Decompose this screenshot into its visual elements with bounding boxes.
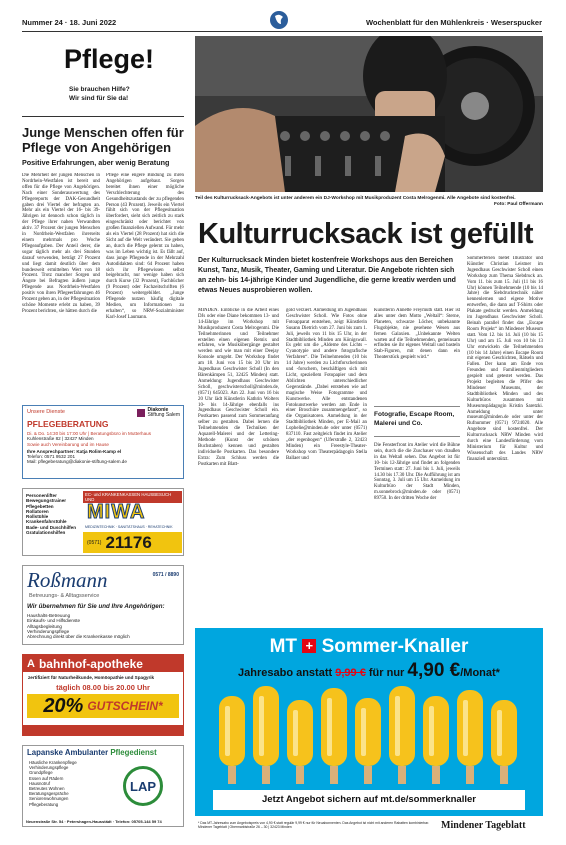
pflege-section (22, 40, 184, 110)
diakonie-line6: Mail: pflegeberatung@diakonie-stiftung-salem.de (27, 459, 127, 465)
apotheke-gutschein: GUTSCHEIN* (87, 699, 163, 713)
lap-items (29, 760, 77, 807)
diakonie-line3: Sowie auch Vereinbarung und im Hause (27, 441, 109, 447)
rossmann-item: Einkaufs- und Hilfsdienste (27, 618, 81, 624)
page-header (22, 10, 542, 32)
lap-item: Verhinderungspflege (29, 765, 69, 771)
article-headline (22, 125, 184, 155)
kulturrucksack-body (198, 308, 460, 618)
mt-plus-icon: + (302, 639, 316, 653)
ad-diakonie (22, 405, 184, 479)
ad-rossmann (22, 565, 184, 645)
mt-price: 4,90 € (407, 660, 461, 681)
apotheke-voucher (27, 694, 179, 718)
article-pflege (22, 116, 184, 396)
kultur-caption: Fotografie, Escape Room, Malerei und Co. (374, 406, 460, 428)
rossmann-brand: Roßmann (27, 568, 108, 592)
kultur-column-3b: Die Fensterfront im Atelier wird die Bühne sein, durch die die Zuschauer von draußen in das Weltall sehen. Das Angebot ist für 10- bis 12-Jährige und findet an folgenden Terminen statt: 27. Juni bis 1. Juli, jeweils 14.30 bis 17.30 Uhr. Die Aufführung ist am Sonntag, 3. Juli um 15 Uhr. Anmeldung im Kulturbüro der Stadt Minden, m.sonnebrock@minden.de oder (0571) 89750. In der dritten Woche der (374, 436, 460, 618)
lap-item: Grundpflege (29, 770, 53, 776)
miwa-item: Krankenfahrstühle (26, 519, 67, 525)
mt-fineprint: * Das MT-Jahresabo zum Angebotspreis von 4,90 € statt regulär 9,99 € nur für Neuabonnenten. Das Angebot ist nicht mit anderen Rabatten kombinierbar. Mindener Tageblatt | Obermarktstraße 26 – 30 | 32423 Minden (198, 820, 430, 829)
rossmann-sub: Betreuungs- & Alltagsservice (29, 593, 100, 599)
rossmann-item: Abrechnung direkt über die Krankenkasse möglich (27, 634, 130, 640)
kultur-column-2: gold verziert. Anmeldung im Jugendhaus Geschwister Scholl. Wie Fotos ohne Fotoapparat entstehen, zeigt Künstlerin Susann Dietrich vom 27. Juni bis zum 1. Juli, jeweils von 11 bis 15 Uhr, in der Stadtbibliothek Minden am Königswall. Es geht um die „Aldeme des Lichts – Cyanotypie und andere fotografische Verfahren“. Die Teilnehmenden (10 bis 14 Jahre) werden zu Lichtforscherinnen und -forschern, beschäftigen sich mit Licht, speziellem Fotopapier und dem Ablichten unterschiedlicher Gegenstände. „Dabei entstehen wie auf magische Weise Fotogramme und Kunstwerke. Alle entstandenen Fotokunstwerke werden am Ende in einer Broschüre zusammengefasst“, so die Organisatoren. Anmeldung in der Stadtbibliothek Minden, per E-Mail an Lophelie@minden.de oder unter (0571) 837110. Fast zeitgleich findet im Atelier „der regenbogen“ (Uferstraße 2, 32423 Minden) ein Freestyle-Theater-Workshop vom Theaterpädagogin Stella Ballaer und (286, 308, 367, 461)
miwa-item: Bade- und Duschhilfen (26, 524, 77, 530)
paper-name: Wochenblatt für den Mühlenkreis · Weserspucker (365, 18, 542, 27)
kulturrucksack-headline: Kulturrucksack ist gefüllt (198, 218, 534, 250)
apotheke-pct: 20% (43, 694, 84, 717)
ad-mt-sommer (195, 628, 543, 834)
pflege-sub2: Wir sind für Sie da! (69, 95, 129, 102)
lap-title2: Pflegedienst (110, 748, 157, 757)
rossmann-items (27, 613, 130, 639)
pflege-sub1: Sie brauchen Hilfe? (69, 86, 130, 93)
apotheke-footer-bar (23, 725, 183, 735)
lap-item: Pflegeberatung (29, 801, 59, 807)
diakonie-top: Unsere Dienste (27, 409, 65, 415)
mt-logo: Mindener Tageblatt (441, 819, 526, 831)
lap-item: Betreutes Wohnen (29, 786, 65, 792)
apotheke-a-icon: A (27, 657, 35, 670)
lap-item: Häusliche Krankenpflege (29, 760, 77, 765)
ad-miwa (22, 488, 184, 556)
lap-logo (123, 766, 163, 806)
miwa-phone: 21176 (105, 532, 152, 552)
diakonie-logo-name: Diakonie (147, 407, 169, 413)
photo-credit: Foto: Paul Offermann (493, 201, 543, 207)
diakonie-logo-sub: Stiftung Salem (147, 412, 180, 418)
apotheke-sub: zertifiziert für Naturheilkunde, Homöopathie und Spagyrik (28, 675, 155, 680)
dj-photo (195, 36, 543, 192)
mt-title-row (195, 636, 543, 658)
lap-item: Seniorenwohnungen (29, 796, 69, 802)
lap-item: Hausnotruf (29, 780, 51, 786)
diakonie-title: PFLEGEBERATUNG (27, 419, 109, 429)
rossmann-item: Verhinderungspflege (27, 628, 70, 634)
mt-footer (195, 816, 543, 834)
diakonie-line2: Kuhlenstraße 82 | 32427 Minden (27, 436, 94, 442)
rossmann-phone: 0571 / 8890 (152, 572, 179, 578)
mt-line-pre: Jahresabo anstatt (238, 667, 333, 679)
headline-line1: Junge Menschen offen für (22, 125, 184, 140)
lap-title (27, 748, 157, 757)
miwa-item: Bewegungstrainer (26, 498, 67, 504)
miwa-brand: MIWA (87, 501, 146, 523)
lap-logo-text: LAP (130, 778, 156, 794)
miwa-banner: EC- und KRANKENKASSEN HAUSBESUCH UND (83, 491, 182, 503)
mt-brand: MT (269, 636, 298, 657)
diakonie-line4: Ihre Ansprechpartner: Katja Rolim-Kamp el (27, 448, 122, 454)
mt-old-price: 9,99 € (335, 667, 366, 679)
miwa-item: Pflegebetten (26, 503, 54, 509)
article-column-2: Pflege eine engere Bindung zu ihren Angehörigen aufgebaut. Sorgen bereitet ihnen einer mögliche Verschlechterung des Gesundheitszustands der zu pflegenden Person (43 Prozent). Jeweils ein Viertel fühlt sich von der Pflegesituation überfordert, sieht sich zeitlich zu stark eingeschränkt oder berichtet von großen finanziellen Aufwand. Für mehr als ein Viertel (28 Prozent) hat sich die Sicht auf die Welt verändert. Sie geben an, durch die Pflege gelernt zu haben, was im Leben wichtig ist. Es fällt auf, dass junge Pflegende in der Mehrzahl Autodidakten sind: 64 Prozent haben sich ihr Pflegewissen selbst beigebracht, nur wenige haben sich durch Kurse (32 Prozent), Fachbücher (9 Prozent) oder Fachzeitschriften (6 Prozent) weitergebildet. „Junge Pflegende nutzen häufig digitale Medien, um Informationen zu erhalten“, so NRW-Sozialminister Karl-Josef Laumann. (106, 173, 184, 320)
apotheke-name: bahnhof-apotheke (38, 656, 143, 671)
apotheke-hours: täglich 08.00 bis 20.00 Uhr (56, 683, 150, 692)
article-column-1: Die Mehrheit der jungen Menschen in Nordrhein-Westfalen ist bereit und offen für die Pflege von Angehörigen. Nach einer Sonderauswertung des Pflegereports der DAK-Gesundheit gaben drei Viertel der befragten an. Mehr als ein Viertel der 16- bis 39-Jährigen ist dennoch schon täglich in der Pflege ihrer nahen Verwandten aktiv. 37 Prozent der jungen Menschen in Nordrhein-Westfalen ihrerseits einem mehrmals pro Woche Pflegeaufgaben. Der Anteil derer, die sogar täglich mehr als drei Stunden darauf verwenden, beträgt 27 Prozent und liegt damit deutlich über dem bundesweit ermittelten Wert von 18 Prozent. Trotz mancher Sorgen und Ängste bei Befragten äußern junge Pflegende aus Nordrhein-Westfalen positiv von ihren Pflegeerfahrungen 46 Prozent geben an, in der Pflegesituation schöne Momente erlebt zu haben, 39 Prozent berichten, sie hätten durch die (22, 173, 100, 314)
rossmann-item: Alltagsbegleitung (27, 623, 62, 629)
diakonie-line5: Telefon: 0571 9532 201 (27, 454, 76, 460)
kulturrucksack-lead: Der Kulturrucksack Minden bietet kostenfreie Workshops aus den Bereichen Kunst, Tanz, Musik, Theater, Gaming und Literatur. Die Angebote richten sich an zehn- bis 14-jährige Kinder und Jugendliche, die gerne kreativ werden und etwas Neues ausprobieren wollen. (198, 257, 456, 294)
rossmann-headline: Wir übernehmen für Sie und Ihre Angehörigen: (27, 603, 165, 610)
miwa-item: Rollatoren (26, 508, 49, 514)
kultur-column-4: Sommerferien bietet Illustrator und Künstler Christian Leistner im Jugendhaus Geschwister Scholl einen Workshop zum Thema Siebdruck an. Vom 11. bis zum 15. Juli (11 bis 16 Uhr) können Teilnehmende (10 bis 14 Jahre) die Siebdrucktechnik näher kennenlernen und eigene Motive entwerfen, die dann auf T-Shirts oder Plakate gedruckt werden. Anmeldung im Jugendhaus Geschwister Scholl. Beinah parallel findet das „Escape Room Projekt“ im Mindener Museum statt. Vom 12. bis 14. Juli (10 bis 15 Uhr) und am 15. Juli von 10 bis 13 Uhr entwickeln die Teilnehmenden (10 bis 14 Jahre) einen Escape Room mit eigenen Geschichten, Rätseln und Fallen. Der kann am Ende von Freunden und Familienmitgliedern gespielt und getestet werden. Das Projekt begleiten die Pfifer des Mindener Museums, der Stadtbibliothek Minden und des Kulturbüros zusammen mit Museumspädagogin Kristin Saretzki. Anmeldung unter museum@minden.de oder unter der Rufnummer (0571) 9724020. Alle Angebote sind kostenfrei. Der Kulturrucksack NRW Minden wird durch eine Landesförderung vom Ministerium für Kultur und Wissenschaft des Landes NRW finanziell unterstützt. (467, 256, 543, 462)
mt-price-row (195, 660, 543, 682)
issue-date: Nummer 24 · 18. Juni 2022 (22, 18, 117, 27)
miwa-item: Gratulationshilfen (26, 530, 66, 536)
miwa-items (26, 493, 81, 535)
diakonie-info (27, 431, 181, 465)
mt-per: /Monat* (460, 667, 500, 679)
pflege-title: Pflege! (64, 44, 155, 74)
photo-caption-text: Teil des Kulturrucksack-Angebots ist unter anderem ein DJ-Workshop mit Musikproduzent Costa Melrogenmi. Alle Angebote sind kostenfrei. (195, 196, 516, 201)
mt-title: Sommer-Knaller (321, 636, 469, 657)
ad-bahnhof-apotheke (22, 654, 184, 736)
kultur-column-3: Künstlerin Annette Freymuth statt. Hier ist alles unter dem Motto „Weltall“: Sterne, Planeten, schwarze Löcher, unbekannte Flugobjekte, nie gesehene Wesen aus fernen Galaxien. „Unbekannte Welten warten auf die Teilnehmenden, gemeinsam erfinden sie ihr eigenes Weltall und basteln Stab-Figuren, mit denen dann ein Theaterstück gespielt wird.“ (374, 308, 460, 361)
miwa-phone-box (83, 532, 182, 553)
miwa-sub: MEDIZINTECHNIK · SANITÄTSHAUS · REHATECHNIK (85, 525, 173, 529)
kultur-column-1: MINDEN. Einblicke in die Arbeit eines DJs oder eine Diane bekommen 13- und 14-Jährige im Workshop mit Musikproduzent Costa Melrogenmi. Die Teilnehmerinnen und Teilnehmer erstellen einen eigenen Remix und erfahren, wie Musikübergänge gestaltet werden und wie man mit einer Deejay Konsole umgeht. Der Workshop findet am 18. Juni von 15 bis 20 Uhr im Jugendhaus Geschwister Scholl (In den Bärenkämpen 51, 32425 Minden) statt. Anmeldung: Jugendhaus Geschwister Scholl, geschwisterscholl@minden.de, (0571) 645023. Am 22. Juni von 16 bis 20 Uhr lädt Künstlerin Kathrin Wolters 10- bis 14-Jährige ebenfalls ins Jugendhaus Geschwister Scholl ein. Postkarten passend zum Sommeranfang selber zu gestalten. Dabei lernen die Teilnehmenden die Techniken der Aquarell-Malerei und der Lettering-Methode (Kunst der schönen Buchstaben) kennen und gestalten individuelle Postkarten. Das besondere Extra: Zum Schluss werden die Postkarten mit Blatt- (198, 308, 279, 467)
mt-line-mid: für nur (368, 667, 405, 679)
ad-lap (22, 745, 184, 827)
lap-footer: Neuenstraße Str. 54 · Petershagen-Hausstädt · Telefon: 05705-144 59 74 (26, 819, 162, 824)
lap-item: Essen auf Rädern (29, 775, 64, 781)
rossmann-item: Haushalts-Betreuung (27, 613, 71, 618)
diakonie-logo (137, 408, 180, 418)
popsicles-illustration (219, 686, 519, 786)
publisher-logo (268, 10, 290, 30)
miwa-item: Rollstühle (26, 514, 49, 520)
article-subhead: Positive Erfahrungen, aber wenig Beratung (22, 158, 170, 167)
apotheke-header (23, 655, 183, 672)
diakonie-cross-icon (137, 409, 145, 417)
diakonie-line1: Di. & Do. 14:30 bis 17:00 Uhr | Beratungsbüro im Mutterhaus (27, 431, 152, 436)
headline-line2: Pflege von Angehörigen (22, 140, 172, 155)
photo-caption (195, 196, 543, 208)
miwa-item: Personenlifter (26, 493, 57, 498)
mt-cta[interactable]: Jetzt Angebot sichern auf mt.de/sommerknaller (213, 790, 525, 810)
lap-item: Beratungsgespräche (29, 791, 69, 797)
miwa-phone-pre: (0571) (87, 539, 102, 546)
lap-title1: Lapanske Ambulanter (27, 748, 109, 757)
